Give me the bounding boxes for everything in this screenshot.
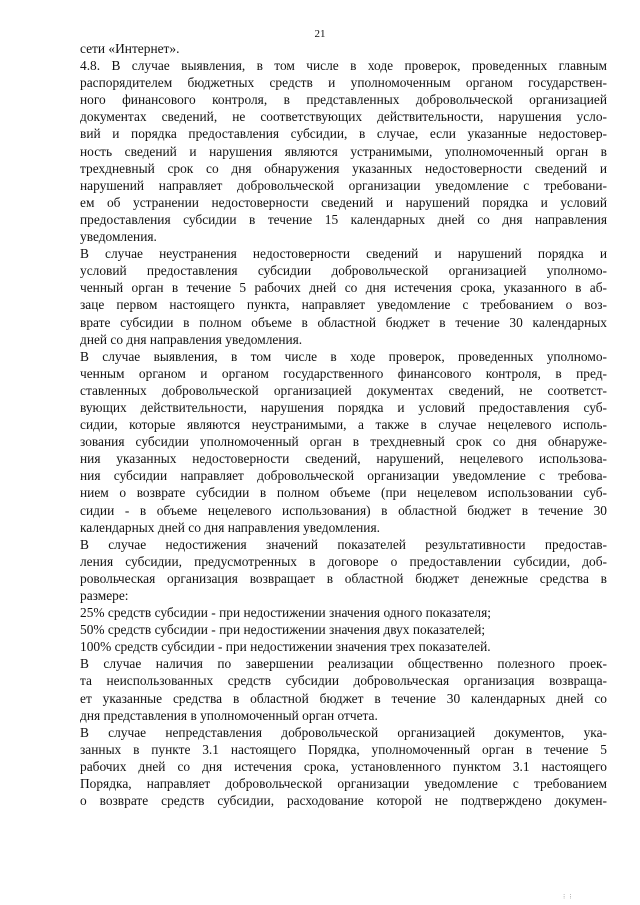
- text-line: В случае неустранения недостоверности сведений и нарушений порядка и: [80, 246, 607, 262]
- text-line: Порядка, направляет добровольческой организации уведомление с требованием: [80, 776, 607, 792]
- document-body: [80, 40, 607, 809]
- text-line: календарных дней со дня направления уведомления.: [80, 519, 380, 535]
- text-line: ченным органом и органом государственного финансового контроля, в пред-: [80, 365, 607, 381]
- text-line: занных в пункте 3.1 настоящего Порядка, уполномоченный орган в течение 5: [80, 741, 607, 757]
- text-line: трехдневный срок со дня обнаружения указанных недостоверности сведений и: [80, 160, 607, 176]
- text-line: рабочих дней со дня истечения срока, установленного пунктом 3.1 настоящего: [80, 758, 607, 774]
- text-line: В случае недостижения значений показателей результативности предостав-: [80, 536, 607, 552]
- text-line: нием о возврате субсидии в полном объеме (при нецелевом использовании суб-: [80, 485, 607, 501]
- text-line: уведомления.: [80, 229, 157, 245]
- text-line: ления субсидии, предусмотренных в договоре о предоставлении субсидии, доб-: [80, 553, 607, 569]
- text-line: В случае выявления, в том числе в ходе проверок, проведенных уполномо-: [80, 348, 607, 364]
- text-line: 4.8. В случае выявления, в том числе в ходе проверок, проведенных главным: [80, 58, 607, 74]
- text-line: дня представления в уполномоченный орган отчета.: [80, 707, 378, 723]
- text-line: ния субсидии направляет добровольческой организации уведомление с требова-: [80, 468, 607, 484]
- text-line: 100% средств субсидии - при недостижении значения трех показателей.: [80, 639, 491, 655]
- scan-mark: ⁝⁝: [563, 893, 576, 901]
- page-number: 21: [314, 28, 326, 40]
- text-line: врате субсидии в полном объеме в областной бюджет в течение 30 календарных: [80, 314, 607, 330]
- text-line: вующих действительности, нарушения порядка и условий предоставления суб-: [80, 399, 607, 415]
- text-line: 50% средств субсидии - при недостижении значения двух показателей;: [80, 622, 486, 638]
- text-line: ставленных добровольческой организацией документах сведений, не соответст-: [80, 382, 607, 398]
- text-line: размере:: [80, 588, 129, 603]
- text-line: ченный орган в течение 5 рабочих дней со дня истечения срока, указанного в аб-: [80, 280, 607, 296]
- text-line: та неиспользованных средств субсидии добровольческая организация возвраща-: [80, 673, 607, 689]
- text-line: сети «Интернет».: [80, 41, 180, 56]
- text-line: 25% средств субсидии - при недостижении значения одного показателя;: [80, 605, 491, 621]
- text-line: сидии, которые являются неустранимыми, а также в случае нецелевого исполь-: [80, 417, 607, 433]
- text-line: дней со дня направления уведомления.: [80, 331, 303, 347]
- text-line: предоставления субсидии в течение 15 календарных дней со дня направления: [80, 211, 607, 227]
- text-line: ем об устранении недостоверности сведений и нарушений порядка и условий: [80, 194, 607, 210]
- text-line: сидии - в объеме нецелевого использования) в областной бюджет в течение 30: [80, 502, 607, 518]
- text-line: зования субсидии уполномоченный орган в трехдневный срок со дня обнаруже-: [80, 434, 607, 450]
- text-line: ного финансового контроля, в представленных добровольческой организацией: [80, 92, 607, 108]
- text-line: ровольческая организация возвращает в областной бюджет денежные средства в: [80, 570, 607, 586]
- text-line: о возврате средств субсидии, расходование которой не подтверждено докумен-: [80, 793, 607, 809]
- text-line: В случае непредставления добровольческой организацией документов, ука-: [80, 724, 607, 740]
- text-line: распорядителем бюджетных средств и уполномоченным органом государствен-: [80, 75, 607, 91]
- text-line: ния указанных недостоверности сведений, нарушений, нецелевого использова-: [80, 451, 607, 467]
- text-line: В случае наличия по завершении реализации общественно полезного проек-: [80, 656, 607, 672]
- text-line: заце первом настоящего пункта, направляет уведомление с требованием о воз-: [80, 297, 607, 313]
- text-line: вий и порядка предоставления субсидии, в случае, если указанные недостовер-: [80, 126, 607, 142]
- text-line: документах сведений, не соответствующих действительности, нарушения усло-: [80, 109, 607, 125]
- text-line: условий предоставления субсидии добровольческой организацией уполномо-: [80, 263, 607, 279]
- text-line: нарушений направляет добровольческой организации уведомление с требовани-: [80, 177, 607, 193]
- text-line: ет указанные средства в областной бюджет в течение 30 календарных дней со: [80, 690, 607, 706]
- text-line: ность сведений и нарушения являются устранимыми, уполномоченный орган в: [80, 143, 607, 159]
